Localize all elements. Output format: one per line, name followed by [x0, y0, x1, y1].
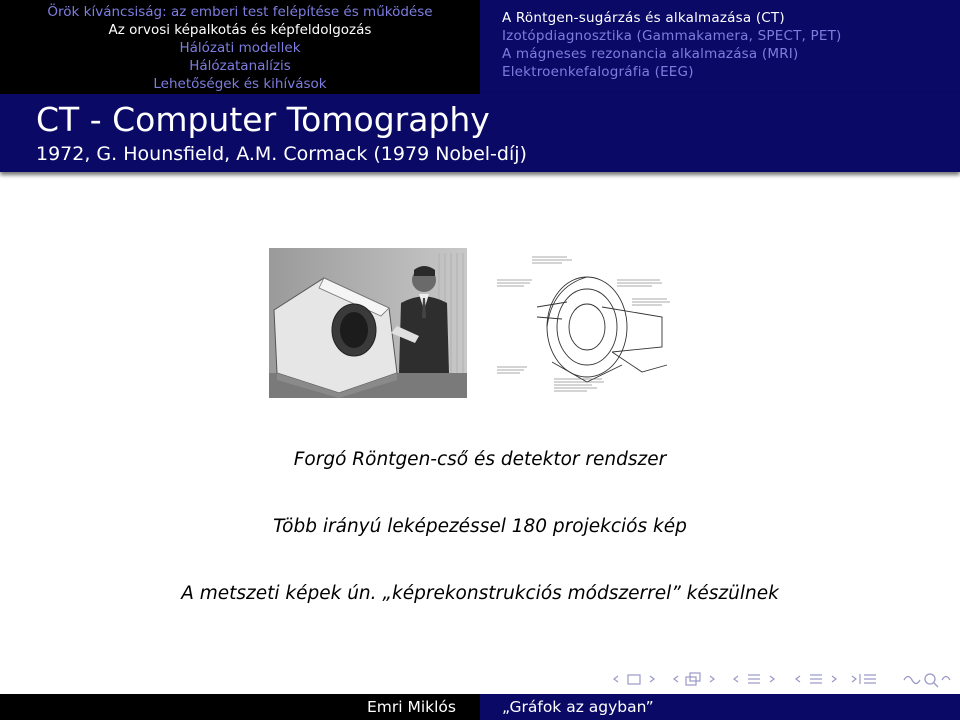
section-navigation [0, 0, 480, 94]
nav-section-left-icon [734, 676, 738, 682]
section-link-4[interactable]: Hálózatanalízis [189, 58, 291, 74]
nav-frame-right-icon [650, 676, 654, 682]
subsection-navigation [480, 0, 960, 94]
frame-title-bar [0, 94, 960, 172]
footer [0, 694, 960, 720]
nav-subsection-right-icon [710, 676, 714, 682]
body-line-2: Több irányú leképezéssel 180 projekciós kép [273, 516, 687, 537]
nav-search-icon [925, 674, 935, 684]
header-navigation [0, 0, 960, 94]
ct-scanner-diagram [492, 247, 692, 399]
footer-author: Emri Miklós [0, 694, 480, 720]
nav-appendix-icon [852, 674, 876, 684]
nav-subsection-icon [686, 673, 700, 685]
section-link-1[interactable]: Örök kíváncsiság: az emberi test felépítése és működése [47, 4, 433, 20]
subsection-link-3[interactable]: A mágneses rezonancia alkalmazása (MRI) [502, 46, 799, 62]
subsection-link-1[interactable]: A Röntgen-sugárzás és alkalmazása (CT) [502, 10, 785, 26]
nav-subsection-left-icon [674, 676, 678, 682]
section-link-2[interactable]: Az orvosi képalkotás és képfeldolgozás [108, 22, 372, 38]
ct-scanner-photo [269, 248, 467, 398]
footer-title: „Gráfok az agyban” [480, 694, 960, 720]
body-line-1: Forgó Röntgen-cső és detektor rendszer [293, 449, 667, 470]
nav-section-right-icon [770, 676, 774, 682]
section-link-3[interactable]: Hálózati modellek [179, 40, 301, 56]
body-line-3: A metszeti képek ún. „képrekonstrukciós módszerrel” készülnek [181, 583, 779, 604]
nav-frame-group[interactable] [608, 668, 664, 690]
subsection-link-2[interactable]: Izotópdiagnosztika (Gammakamera, SPECT, PET) [502, 28, 842, 44]
nav-frame-left-icon [614, 676, 618, 682]
section-link-5[interactable]: Lehetőségek és kihívások [153, 76, 327, 92]
nav-appendix-group[interactable] [848, 668, 888, 690]
nav-section-icon [748, 675, 760, 683]
nav-search-group[interactable] [900, 668, 956, 690]
nav-section-group[interactable] [728, 668, 788, 690]
beamer-navigation-symbols [608, 668, 960, 690]
frame-subtitle: 1972, G. Hounsfield, A.M. Cormack (1979 Nobel-díj) [36, 143, 527, 165]
nav-subsection-group-2[interactable] [790, 668, 848, 690]
frame-title: CT - Computer Tomography [36, 100, 490, 139]
subsection-link-4[interactable]: Elektroenkefalográfia (EEG) [502, 64, 694, 80]
nav-frame-icon [628, 675, 640, 684]
nav-subsection-group[interactable] [668, 668, 732, 690]
